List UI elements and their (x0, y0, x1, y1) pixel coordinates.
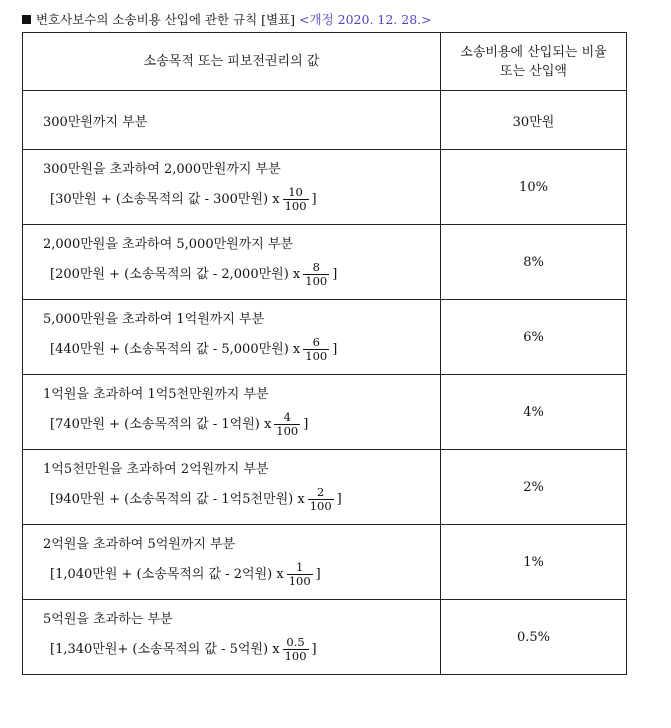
rate-cell: 1% (441, 525, 627, 600)
formula-close: ] (332, 342, 338, 357)
formula-prefix: [1,040만원 + (소송목적의 값 - 2억원) x (50, 567, 284, 582)
formula-close: ] (336, 492, 342, 507)
formula-prefix: [740만원 + (소송목적의 값 - 1억원) x (50, 417, 272, 432)
table-row (23, 150, 627, 225)
fraction (283, 636, 309, 663)
formula-prefix: [940만원 + (소송목적의 값 - 1억5천만원) x (50, 492, 305, 507)
range-cell (23, 225, 441, 300)
header-rate-line2: 또는 산입액 (500, 63, 567, 79)
rate-cell: 6% (441, 300, 627, 375)
fraction-numerator: 8 (312, 260, 320, 274)
formula-close: ] (311, 192, 317, 207)
fraction (303, 261, 329, 288)
formula-close: ] (303, 417, 309, 432)
fraction-denominator: 100 (305, 349, 328, 363)
range-cell (23, 600, 441, 675)
formula-prefix: [440만원 + (소송목적의 값 - 5,000만원) x (50, 342, 301, 357)
table-row (23, 91, 627, 150)
range-text: 300만원을 초과하여 2,000만원까지 부분 (43, 162, 281, 177)
fraction-numerator: 0.5 (286, 635, 305, 649)
table-row (23, 300, 627, 375)
fraction (274, 411, 300, 438)
formula-close: ] (332, 267, 338, 282)
range-text: 5,000만원을 초과하여 1억원까지 부분 (43, 312, 265, 327)
rate-cell: 4% (441, 375, 627, 450)
fraction-numerator: 4 (283, 410, 291, 424)
table-row (23, 450, 627, 525)
fraction-denominator: 100 (309, 499, 332, 513)
header-rate-line1: 소송비용에 산입되는 비율 (460, 44, 607, 60)
range-cell (23, 150, 441, 225)
formula-text (43, 561, 439, 588)
fraction-numerator: 10 (288, 185, 303, 199)
fraction-denominator: 100 (284, 199, 307, 213)
range-text: 2,000만원을 초과하여 5,000만원까지 부분 (43, 237, 294, 252)
fraction-numerator: 2 (317, 485, 325, 499)
table-row (23, 225, 627, 300)
formula-prefix: [1,340만원+ (소송목적의 값 - 5억원) x (50, 642, 280, 657)
rate-cell: 30만원 (441, 91, 627, 150)
formula-text (43, 186, 439, 213)
fraction-denominator: 100 (276, 424, 299, 438)
formula-text (43, 486, 439, 513)
formula-close: ] (315, 567, 321, 582)
table-row (23, 600, 627, 675)
fee-table (22, 32, 627, 675)
range-text: 1억5천만원을 초과하여 2억원까지 부분 (43, 462, 269, 477)
formula-close: ] (311, 642, 317, 657)
fraction-denominator: 100 (284, 649, 307, 663)
rate-cell: 2% (441, 450, 627, 525)
formula-text (43, 636, 439, 663)
amendment-link[interactable]: <개정 2020. 12. 28.> (299, 12, 432, 27)
range-text: 1억원을 초과하여 1억5천만원까지 부분 (43, 387, 269, 402)
formula-prefix: [30만원 + (소송목적의 값 - 300만원) x (50, 192, 280, 207)
table-header-row (23, 33, 627, 91)
document-heading (22, 10, 432, 28)
range-cell (23, 525, 441, 600)
range-cell (23, 300, 441, 375)
table-row (23, 525, 627, 600)
black-square-icon (22, 15, 31, 24)
rate-cell: 10% (441, 150, 627, 225)
range-text: 2억원을 초과하여 5억원까지 부분 (43, 537, 236, 552)
header-value: 소송목적 또는 피보전권리의 값 (23, 33, 441, 91)
formula-prefix: [200만원 + (소송목적의 값 - 2,000만원) x (50, 267, 301, 282)
rate-cell: 8% (441, 225, 627, 300)
range-text: 5억원을 초과하는 부분 (43, 612, 173, 627)
formula-text (43, 411, 439, 438)
formula-text (43, 261, 439, 288)
fraction (308, 486, 334, 513)
range-cell (23, 375, 441, 450)
fraction (283, 186, 309, 213)
rate-cell: 0.5% (441, 600, 627, 675)
table-row (23, 375, 627, 450)
range-cell: 300만원까지 부분 (23, 91, 441, 150)
fraction (303, 336, 329, 363)
fraction-numerator: 1 (296, 560, 304, 574)
range-cell (23, 450, 441, 525)
header-rate (441, 33, 627, 91)
fraction (287, 561, 313, 588)
fraction-denominator: 100 (288, 574, 311, 588)
heading-title: 변호사보수의 소송비용 산입에 관한 규칙 [별표] (36, 12, 296, 27)
formula-text (43, 336, 439, 363)
fraction-denominator: 100 (305, 274, 328, 288)
fraction-numerator: 6 (312, 335, 320, 349)
